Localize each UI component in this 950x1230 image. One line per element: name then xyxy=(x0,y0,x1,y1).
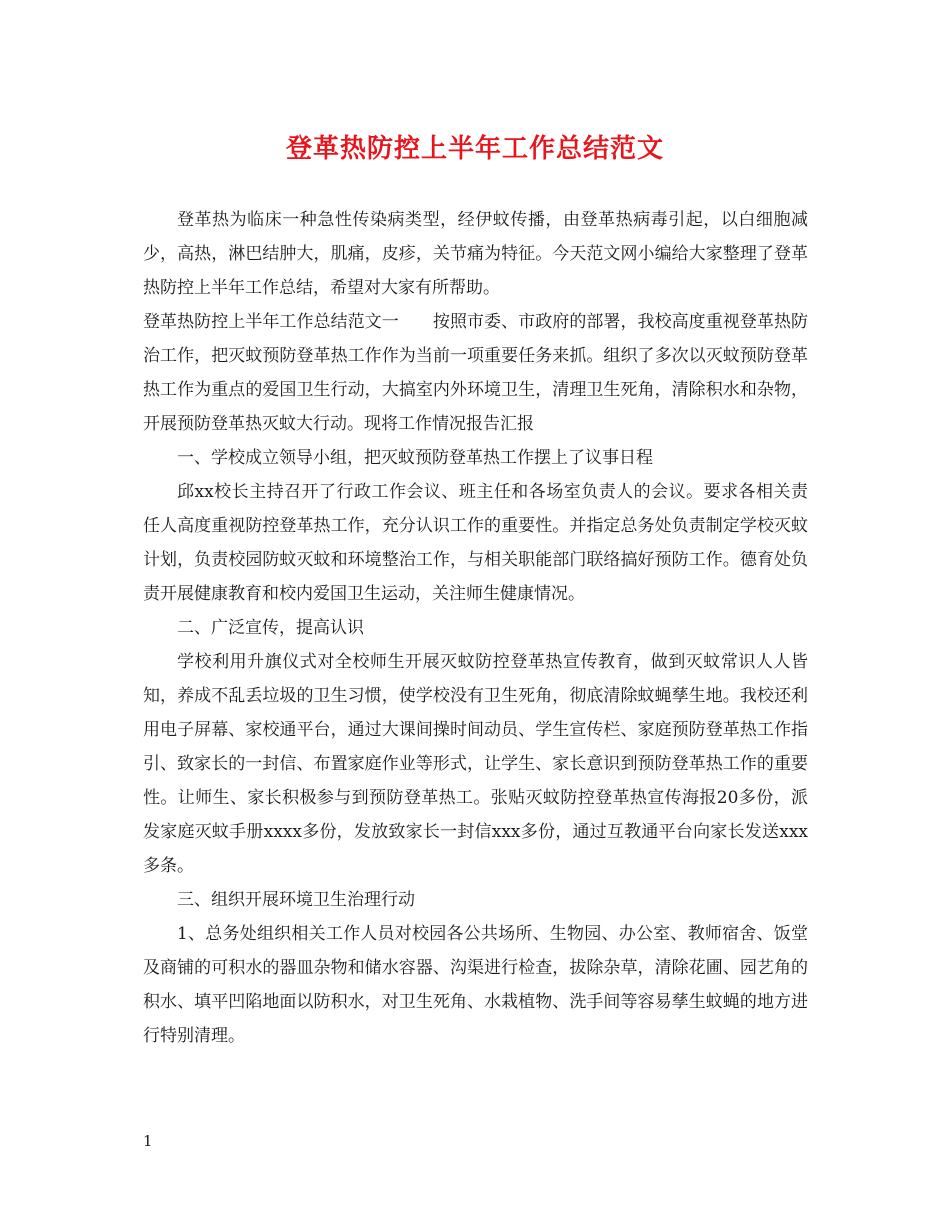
page-number: 1 xyxy=(143,1132,153,1150)
paragraph: 一、学校成立领导小组，把灭蚊预防登革热工作摆上了议事日程 xyxy=(177,448,653,468)
paragraph: 二、广泛宣传，提高认识 xyxy=(177,618,364,638)
paragraph: 1、总务处组织相关工作人员对校园各公共场所、生物园、办公室、教师宿舍、饭堂及商铺的可积水的器皿杂物和储水容器、沟渠进行检查，拔除杂草，清除花圃、园艺角的积水、填平凹陷地面以防积水，对卫生死角、水栽植物、洗手间等容易孳生蚊蝇的地方进行特别清理。 xyxy=(143,924,808,1046)
paragraph: 学校利用升旗仪式对全校师生开展灭蚊防控登革热宣传教育，做到灭蚊常识人人皆知，养成不乱丢垃圾的卫生习惯，使学校没有卫生死角，彻底清除蚊蝇孳生地。我校还利用电子屏幕、家校通平台，通过大课间操时间动员、学生宣传栏、家庭预防登革热工作指引、致家长的一封信、布置家庭作业等形式，让学生、家长意识到预防登革热工作的重要性。让师生、家长积极参与到预防登革热工。张贴灭蚊防控登革热宣传海报20多份，派发家庭灭蚊手册xxxx多份，发放致家长一封信xxx多份，通过互教通平台向家长发送xxx多条。 xyxy=(143,652,808,876)
paragraph: 三、组织开展环境卫生治理行动 xyxy=(177,890,415,910)
document-title: 登革热防控上半年工作总结范文 xyxy=(285,134,664,164)
paragraph: 邱xx校长主持召开了行政工作会议、班主任和各场室负责人的会议。要求各相关责任人高度重视防控登革热工作，充分认识工作的重要性。并指定总务处负责制定学校灭蚊计划，负责校园防蚊灭蚊和环境整治工作，与相关职能部门联络搞好预防工作。德育处负责开展健康教育和校内爱国卫生运动，关注师生健康情况。 xyxy=(143,482,808,604)
document-body xyxy=(143,203,808,1053)
paragraph: 登革热为临床一种急性传染病类型，经伊蚊传播，由登革热病毒引起，以白细胞减少，高热，淋巴结肿大，肌痛，皮疹，关节痛为特征。今天范文网小编给大家整理了登革热防控上半年工作总结，希望对大家有所帮助。 xyxy=(143,210,808,298)
paragraph: 登革热防控上半年工作总结范文一 按照市委、市政府的部署，我校高度重视登革热防治工作，把灭蚊预防登革热工作作为当前一项重要任务来抓。组织了多次以灭蚊预防登革热工作为重点的爱国卫生行动，大搞室内外环境卫生，清理卫生死角，清除积水和杂物，开展预防登革热灭蚊大行动。现将工作情况报告汇报 xyxy=(143,312,808,434)
